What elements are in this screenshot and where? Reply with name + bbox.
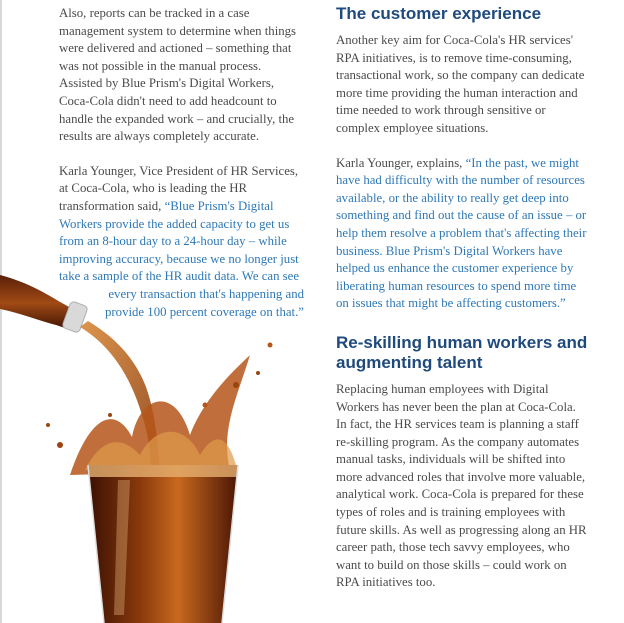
cola-pour-image bbox=[0, 265, 300, 623]
younger-quote-1: “Blue Prism's Digital Workers provide the added capacity to get us from an 8-hour day to a 24-hour day – while improving accuracy, because we no longer just take a sample of the HR audit data. We can see bbox=[59, 198, 300, 284]
right-paragraph-2-intro: Karla Younger, explains, bbox=[336, 155, 466, 170]
heading-reskilling: Re-skilling human workers and augmenting talent bbox=[336, 332, 588, 372]
right-paragraph-2 bbox=[336, 155, 588, 313]
right-column bbox=[336, 0, 588, 592]
younger-quote-2: “In the past, we might have had difficulty with the number of resources available, or the ability to really get deep into something and find out the cause of an issue – or help them resolve a problem that's affecting their business. Blue Prism's Digital Workers have helped us enhance the customer experience by liberating human resources to spend more time on issues that might be affecting customers.” bbox=[336, 155, 587, 311]
bottle-shape bbox=[0, 275, 88, 333]
left-paragraph-2-intro: Karla Younger, Vice President of HR Services, at Coca-Cola, who is leading the HR transformation said, bbox=[59, 163, 299, 213]
right-paragraph-3: Replacing human employees with Digital Workers has never been the plan at Coca-Cola. In fact, the HR services team is planning a staff re-skilling program. As the company automates manual tasks, individuals will be shifted into more advanced roles that involve more valuable, analytical work. Coca-Cola is prepared for these types of roles and is training employees with future skills. As well as progressing along an HR career path, those tech savvy employees, who want to build on those skills – could work on RPA initiatives too. bbox=[336, 381, 587, 590]
left-paragraph-1: Also, reports can be tracked in a case management system to determine when things were delivered and actioned – something that was not possible in the manual process. Assisted by Blue Prism's Digital Workers, Coca-Cola didn't need to add headcount to handle the expanded work – and crucially, the results are always completely accurate. bbox=[59, 6, 297, 144]
heading-customer-experience: The customer experience bbox=[336, 4, 542, 23]
younger-quote-1-line3: provide 100 percent coverage on that.” bbox=[105, 304, 304, 319]
right-paragraph-1: Another key aim for Coca-Cola's HR services' RPA initiatives, is to remove time-consuming, transactional work, so the company can dedicate more time providing the human interaction and time needed to work through sensitive or complex employee situations. bbox=[336, 33, 585, 135]
younger-quote-1-line2: every transaction that's happening and bbox=[108, 286, 304, 301]
